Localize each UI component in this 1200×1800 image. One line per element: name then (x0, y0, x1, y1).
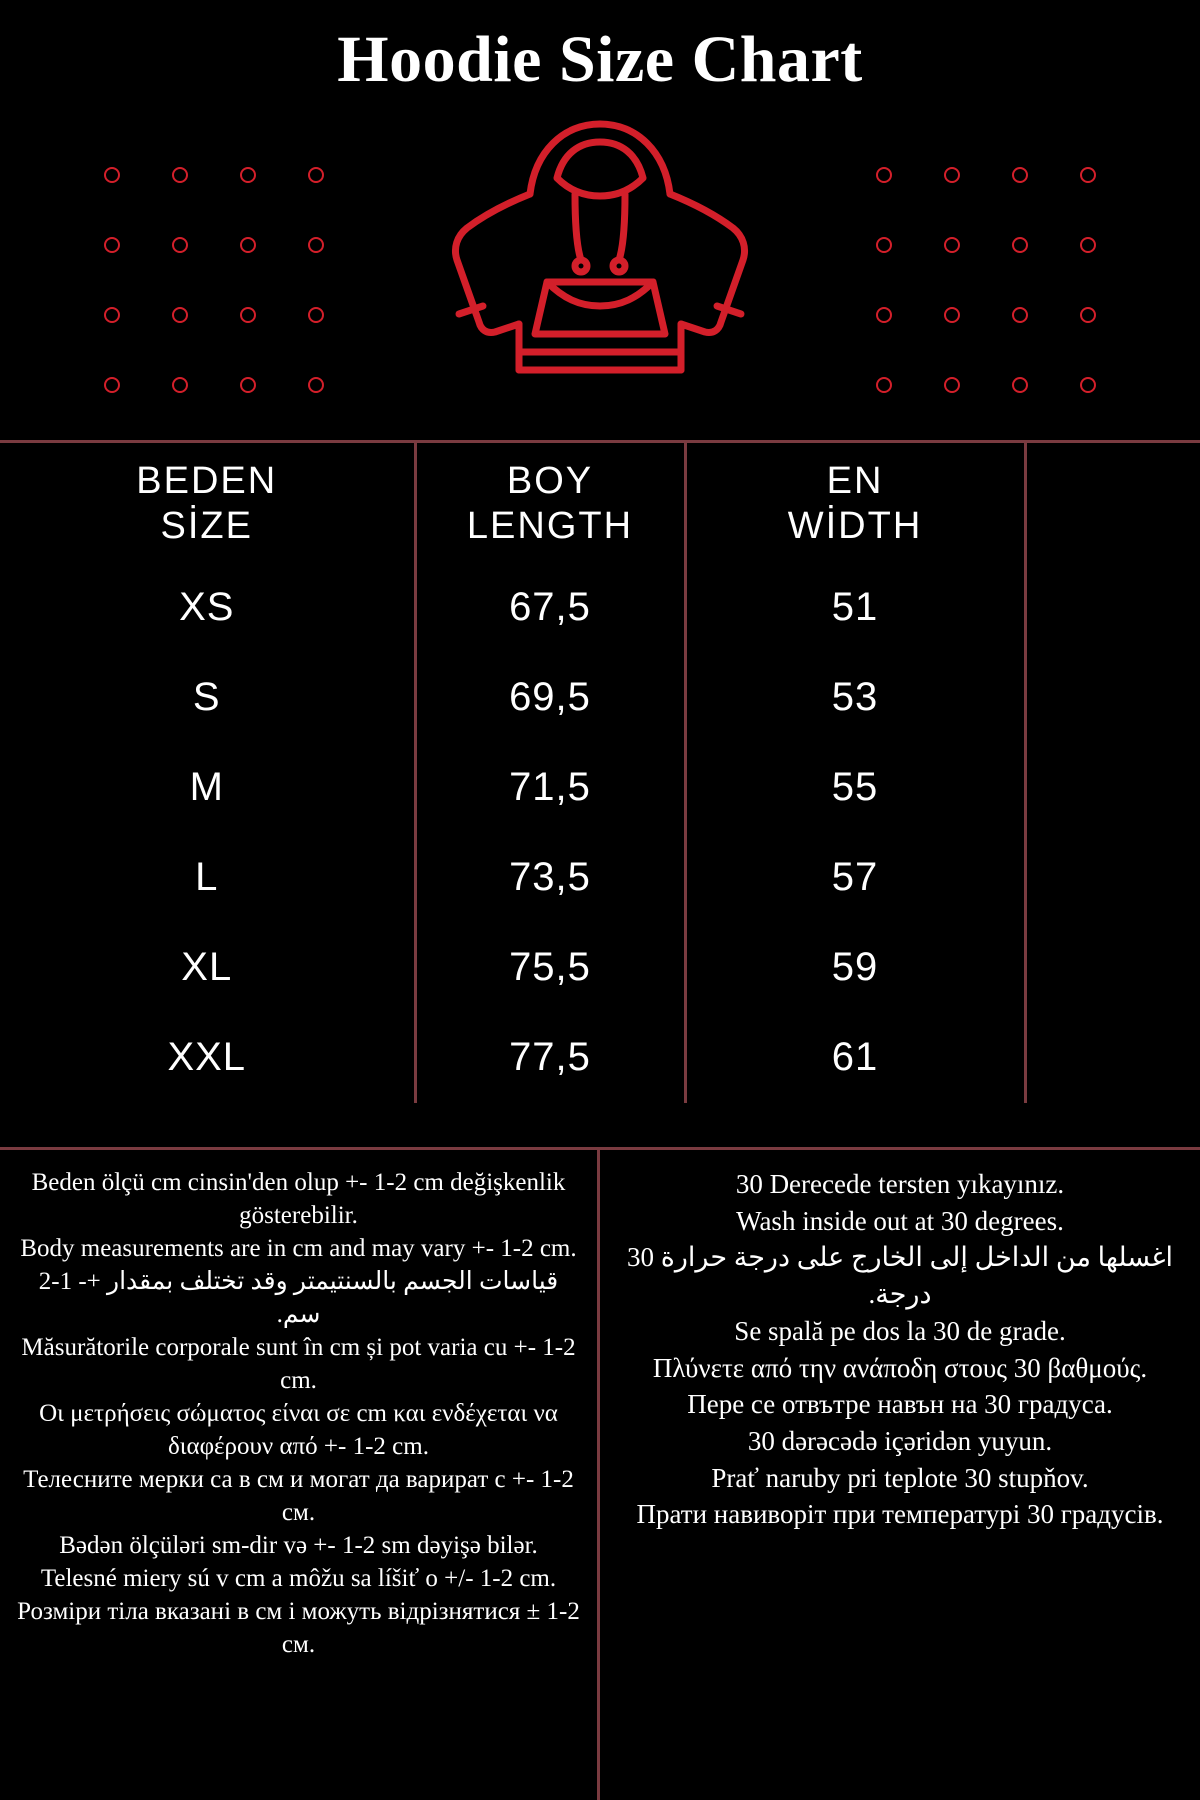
wash-line-az: 30 dərəcədə içəridən yuyun. (747, 1426, 1053, 1457)
wash-line-el: Πλύνετε από την ανάποδη στους 30 βαθμούς. (652, 1352, 1148, 1383)
wash-line-uk: Прати навиворіт при температурі 30 градусів. (636, 1499, 1164, 1530)
cell-extra (1025, 743, 1200, 833)
measurement-notes (0, 1150, 600, 1800)
hoodie-icon (435, 108, 765, 418)
note-line-sk: Telesné miery sú v cm a môžu sa líšiť o +/- 1-2 cm. (40, 1565, 557, 1592)
cell-extra (1025, 923, 1200, 1013)
wash-line-tr: 30 Derecede tersten yıkayınız. (735, 1169, 1065, 1199)
cell-size: S (0, 653, 415, 743)
cell-extra (1025, 563, 1200, 653)
cell-extra (1025, 1013, 1200, 1103)
cell-width: 53 (685, 653, 1025, 743)
note-line-uk: Розміри тіла вказані в см і можуть відрізнятися ± 1-2 см. (17, 1598, 580, 1658)
table-row (0, 1013, 1200, 1103)
table-row (0, 563, 1200, 653)
wash-line-en: Wash inside out at 30 degrees. (736, 1205, 1064, 1236)
cell-width: 61 (685, 1013, 1025, 1103)
column-header-extra (1025, 443, 1200, 563)
cell-width: 57 (685, 833, 1025, 923)
page-title: Hoodie Size Chart (337, 23, 863, 96)
cell-size: XXL (0, 1013, 415, 1103)
cell-size: L (0, 833, 415, 923)
note-line-ar: قياسات الجسم بالسنتيمتر وقد تختلف بمقدار +- 1-2 سم. (38, 1268, 559, 1328)
cell-length: 69,5 (415, 653, 685, 743)
cell-extra (1025, 833, 1200, 923)
size-table-container (0, 440, 1200, 1150)
header (0, 0, 1200, 440)
column-header-width-bottom: WİDTH (787, 504, 923, 547)
decorative-dot-grid-left (78, 140, 350, 420)
cell-width: 59 (685, 923, 1025, 1013)
cell-length: 71,5 (415, 743, 685, 833)
note-line-bg: Телесните мерки са в см и могат да варират с +- 1-2 см. (23, 1466, 574, 1526)
cell-size: XL (0, 923, 415, 1013)
column-header-length-bottom: LENGTH (466, 504, 634, 547)
cell-length: 75,5 (415, 923, 685, 1013)
wash-line-ro: Se spală pe dos la 30 de grade. (734, 1315, 1066, 1346)
decorative-dot-grid-right (850, 140, 1122, 420)
cell-extra (1025, 653, 1200, 743)
cell-length: 77,5 (415, 1013, 685, 1103)
table-row (0, 653, 1200, 743)
note-line-tr: Beden ölçü cm cinsin'den olup +- 1-2 cm değişkenlik gösterebilir. (31, 1169, 566, 1229)
cell-width: 51 (685, 563, 1025, 653)
column-header-length (415, 443, 685, 563)
cell-width: 55 (685, 743, 1025, 833)
column-header-width (685, 443, 1025, 563)
column-header-size-bottom: SİZE (160, 504, 253, 547)
wash-line-ar: اغسلها من الداخل إلى الخارج على درجة حرارة 30 درجة. (626, 1242, 1173, 1310)
column-header-width-top: EN (826, 460, 884, 502)
wash-line-bg: Пере се отвътре навън на 30 градуса. (687, 1389, 1113, 1420)
table-header-row (0, 443, 1200, 563)
cell-size: M (0, 743, 415, 833)
table-row (0, 743, 1200, 833)
column-header-size (0, 443, 415, 563)
table-row (0, 923, 1200, 1013)
cell-length: 73,5 (415, 833, 685, 923)
size-table (0, 443, 1200, 1103)
column-header-size-top: BEDEN (136, 460, 278, 502)
wash-line-sk: Prať naruby pri teplote 30 stupňov. (711, 1462, 1089, 1493)
note-line-az: Bədən ölçüləri sm-dir və +- 1-2 sm dəyişə bilər. (59, 1532, 538, 1559)
column-header-length-top: BOY (506, 460, 594, 502)
note-line-en: Body measurements are in cm and may vary +- 1-2 cm. (20, 1235, 577, 1262)
note-line-ro: Măsurătorile corporale sunt în cm și pot varia cu +- 1-2 cm. (21, 1334, 576, 1394)
cell-size: XS (0, 563, 415, 653)
note-line-el: Οι μετρήσεις σώματος είναι σε cm και ενδέχεται να διαφέρουν από +- 1-2 cm. (39, 1400, 558, 1460)
cell-length: 67,5 (415, 563, 685, 653)
table-row (0, 833, 1200, 923)
notes-section (0, 1150, 1200, 1800)
washing-notes (600, 1150, 1200, 1800)
